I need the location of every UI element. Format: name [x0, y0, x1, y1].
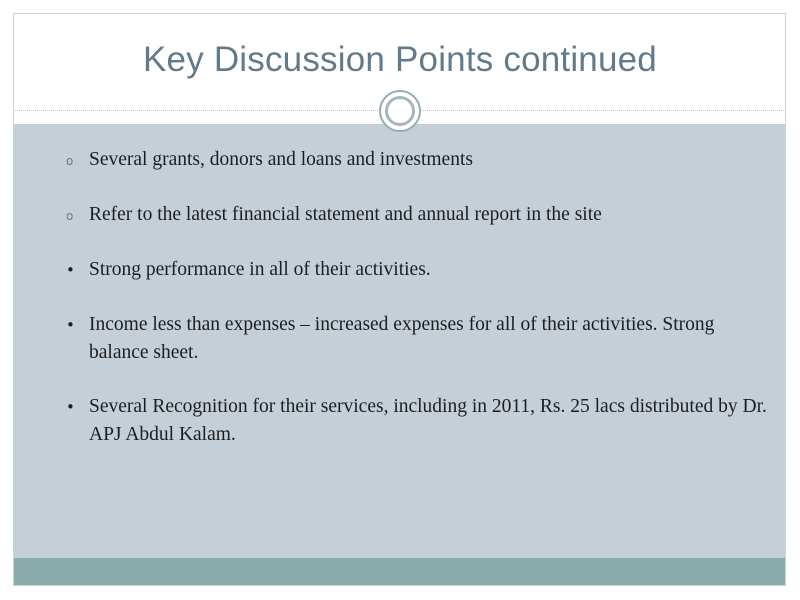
bullet-text: Several Recognition for their services, including in 2011, Rs. 25 lacs distributed by Dr. APJ Abdul Kalam. — [89, 396, 767, 445]
slide-title: Key Discussion Points continued — [143, 40, 657, 79]
bullet-item — [66, 201, 769, 229]
bullet-text: Income less than expenses – increased expenses for all of their activities. Strong balance sheet. — [89, 314, 715, 363]
filled-bullet-icon: • — [66, 261, 75, 279]
bullet-item — [66, 256, 769, 284]
hollow-bullet-icon: o — [66, 209, 74, 223]
filled-bullet-icon: • — [66, 316, 75, 334]
bullet-item — [66, 146, 769, 174]
hollow-bullet-icon: o — [66, 154, 74, 168]
bullet-text: Several grants, donors and loans and investments — [89, 149, 473, 170]
bullet-text: Refer to the latest financial statement and annual report in the site — [89, 204, 602, 225]
decorative-circle-inner-icon — [385, 96, 415, 126]
bullet-item — [66, 311, 769, 367]
bullet-text: Strong performance in all of their activities. — [89, 259, 431, 280]
bullet-item — [66, 393, 769, 449]
filled-bullet-icon: • — [66, 398, 75, 416]
